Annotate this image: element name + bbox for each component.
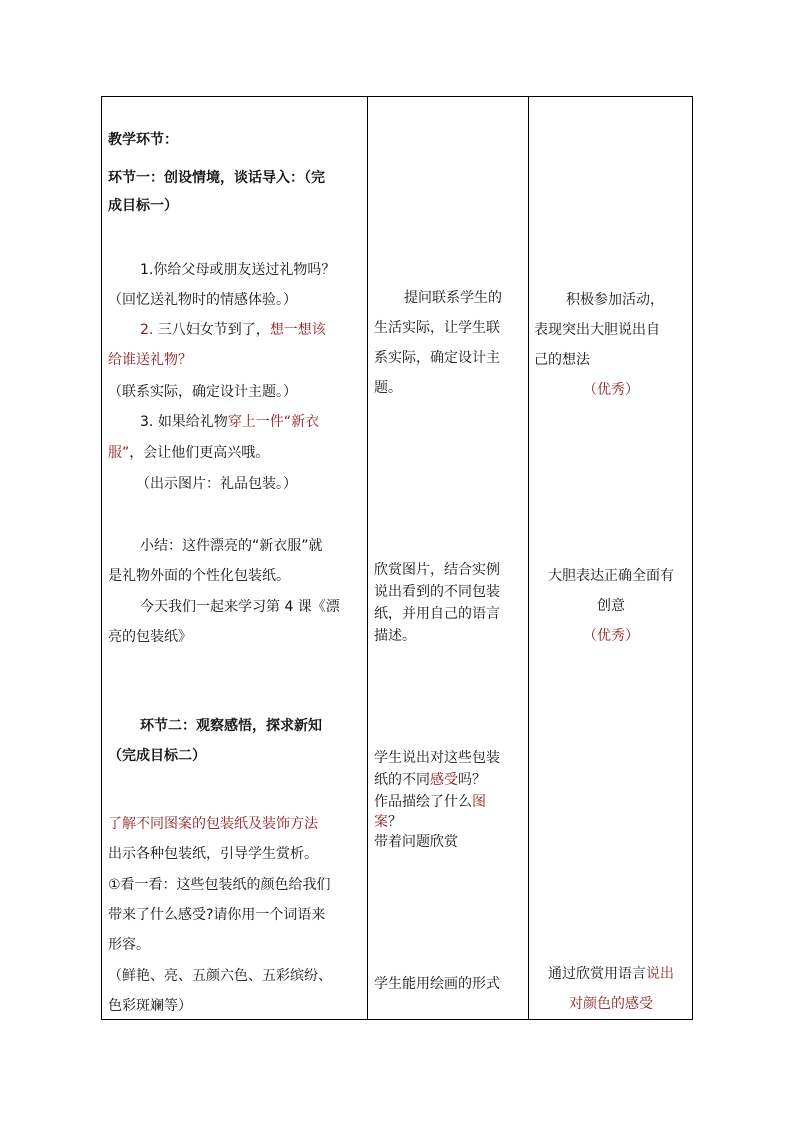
student-activity-3-line3-text: 作品描绘了什么: [374, 794, 472, 810]
item3-line2: [108, 443, 269, 463]
evaluation-1-line3: 己的想法: [534, 352, 590, 368]
column-divider-1: [367, 97, 368, 1019]
evaluation-2-line2: 创意: [597, 598, 625, 614]
look-line1: ①看一看：这些包装纸的颜色给我们: [108, 877, 331, 893]
today-line1: 今天我们一起来学习第 4 课《漂: [140, 599, 340, 615]
item3-text: 如果给礼物: [157, 414, 228, 430]
student-activity-2-line3: 纸，并用自己的语言: [374, 606, 500, 622]
item3-rest: ，会让他们更高兴哦。: [129, 445, 270, 461]
section2-title-line2: （完成目标二）: [108, 748, 206, 764]
show-line: 出示各种包装纸，引导学生赏析。: [108, 846, 318, 862]
learn-prefix: 了解: [108, 816, 136, 832]
evaluation-1-grade: （优秀）: [583, 382, 639, 398]
evaluation-3-highlight: 说出: [646, 966, 674, 982]
item2-line2: 给谁送礼物？: [108, 352, 192, 368]
item2-text: 三八妇女节到了，: [157, 322, 270, 338]
item2-note: （联系实际，确定设计主题。）: [108, 384, 297, 400]
item3-number: 3.: [140, 414, 154, 430]
evaluation-1-line1: 积极参加活动，: [566, 292, 664, 308]
item2-line1: [140, 320, 326, 340]
item1-note: （回忆送礼物时的情感体验。）: [108, 292, 297, 308]
item3-highlight: 穿上一件“新衣: [227, 414, 320, 430]
student-activity-3-pattern-b: 案: [374, 814, 388, 830]
evaluation-3-text: 通过欣赏用语言: [548, 966, 646, 982]
item2-number: 2.: [140, 322, 154, 338]
column-divider-2: [528, 97, 529, 1019]
item2-highlight: 想一想该: [269, 322, 326, 338]
student-activity-4: 学生能用绘画的形式: [374, 976, 500, 992]
section2-title-line1: 环节二：观察感悟，探求新知: [140, 718, 322, 734]
evaluation-1-line2: 表现突出大胆说出自: [534, 322, 660, 338]
student-activity-3-line5: 带着问题欣赏: [374, 834, 458, 850]
summary-line2: 是礼物外面的个性化包装纸。: [108, 568, 290, 584]
teacher-activity-1-line3: 系实际，确定设计主: [374, 350, 500, 366]
item3-line1: [140, 412, 319, 432]
section1-title-line1: 环节一：创设情境，谈话导入：（完: [108, 170, 325, 186]
words-line1: （鲜艳、亮、五颜六色、五彩缤纷、: [108, 968, 332, 984]
student-activity-2-line1: 欣赏图片，结合实例: [374, 562, 500, 578]
student-activity-3-pattern-a: 图: [472, 794, 486, 810]
learn-line: [108, 814, 318, 834]
student-activity-3-line2: [374, 770, 486, 790]
item3-note: （出示图片：礼品包装。）: [136, 476, 297, 492]
evaluation-3-line1: [528, 964, 694, 984]
student-activity-3-line4: [374, 812, 402, 832]
student-activity-2-line2: 说出看到的不同包装: [374, 584, 500, 600]
look-line3: 形容。: [108, 937, 150, 953]
student-activity-3-line2-text: 纸的不同: [374, 772, 430, 788]
item1-question: 1.你给父母或朋友送过礼物吗？: [140, 262, 336, 278]
words-line2: 色彩斑斓等）: [108, 998, 192, 1014]
student-activity-3-highlight: 感受: [430, 772, 458, 788]
evaluation-2-grade: （优秀）: [583, 628, 639, 644]
today-line2: 亮的包装纸》: [108, 629, 192, 645]
teacher-activity-1-line4: 题。: [374, 380, 402, 396]
teacher-activity-1-line2: 生活实际，让学生联: [374, 320, 500, 336]
student-activity-3-line2-end: 吗？: [458, 772, 486, 788]
student-activity-3-line1: 学生说出对这些包装: [374, 750, 500, 766]
evaluation-2-line1: 大胆表达正确全面有: [548, 568, 674, 584]
section1-title-line2: 成目标一）: [108, 198, 178, 214]
teacher-activity-1-line1: 提问联系学生的: [404, 290, 502, 306]
teaching-steps-heading: 教学环节：: [108, 132, 178, 148]
evaluation-3-line2: 对颜色的感受: [569, 996, 653, 1012]
student-activity-3-line4-end: ？: [388, 814, 402, 830]
learn-highlight: 不同图案的包装纸及装饰方法: [136, 816, 318, 832]
summary-line1: 小结：这件漂亮的“新衣服”就: [140, 538, 323, 554]
look-line2: 带来了什么感受?请你用一个词语来: [108, 907, 326, 923]
item3-highlight-end: 服”: [108, 445, 130, 461]
student-activity-2-line4: 描述。: [374, 628, 416, 644]
student-activity-3-line3: [374, 792, 486, 812]
